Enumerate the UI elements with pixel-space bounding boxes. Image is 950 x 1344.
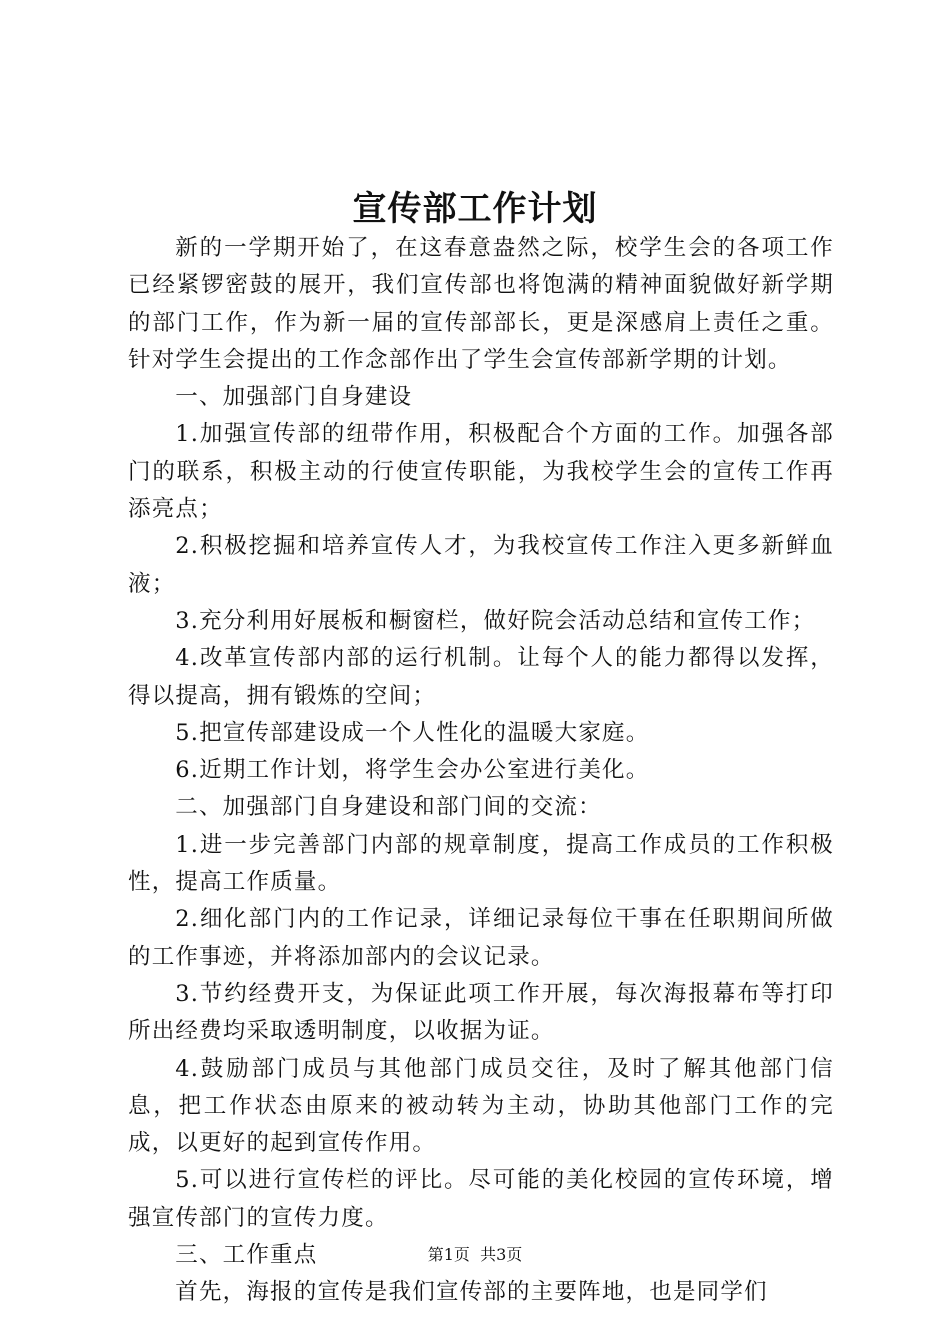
section-heading-3: 三、工作重点 (175, 1242, 318, 1269)
document-title: 宣传部工作计划 (352, 189, 598, 229)
page-footer (0, 1243, 950, 1267)
page-number: 第1页 (427, 1245, 470, 1264)
section2-item-4: 4.鼓励部门成员与其他部门成员交往，及时了解其他部门信息，把工作状态由原来的被动转为主动，协助其他部门工作的完成，以更好的起到宣传作用。 (128, 1055, 834, 1157)
section1-item-4: 4.改革宣传部内部的运行机制。让每个人的能力都得以发挥，得以提高，拥有锻炼的空间； (128, 645, 834, 709)
section-heading-1: 一、加强部门自身建设 (175, 384, 413, 411)
section1-item-6: 6.近期工作计划，将学生会办公室进行美化。 (175, 757, 650, 784)
intro-paragraph: 新的一学期开始了，在这春意盎然之际，校学生会的各项工作已经紧锣密鼓的展开，我们宣传部也将饱满的精神面貌做好新学期的部门工作，作为新一届的宣传部部长，更是深感肩上责任之重。针对学生会提出的工作念部作出了学生会宣传部新学期的计划。 (128, 235, 834, 373)
section2-item-1: 1.进一步完善部门内部的规章制度，提高工作成员的工作积极性，提高工作质量。 (128, 831, 834, 896)
section2-item-5: 5.可以进行宣传栏的评比。尽可能的美化校园的宣传环境，增强宣传部门的宣传力度。 (128, 1167, 834, 1231)
section3-paragraph-1: 首先，海报的宣传是我们宣传部的主要阵地，也是同学们 (175, 1279, 768, 1306)
section1-item-1: 1.加强宣传部的纽带作用，积极配合个方面的工作。加强各部门的联系，积极主动的行使宣传职能，为我校学生会的宣传工作再添亮点； (128, 421, 834, 523)
section1-item-5: 5.把宣传部建设成一个人性化的温暖大家庭。 (175, 719, 650, 746)
section2-item-2: 2.细化部门内的工作记录，详细记录每位干事在任职期间所做的工作事迹，并将添加部内的会议记录。 (128, 906, 834, 970)
document-body (128, 230, 834, 1312)
section1-item-2: 2.积极挖掘和培养宣传人才，为我校宣传工作注入更多新鲜血液； (128, 533, 834, 597)
section-heading-2: 二、加强部门自身建设和部门间的交流： (175, 794, 602, 821)
page-total: 共3页 (480, 1245, 523, 1264)
section2-item-3: 3.节约经费开支，为保证此项工作开展，每次海报幕布等打印所出经费均采取透明制度，以收据为证。 (128, 980, 834, 1045)
section1-item-3: 3.充分利用好展板和橱窗栏，做好院会活动总结和宣传工作； (175, 607, 816, 634)
